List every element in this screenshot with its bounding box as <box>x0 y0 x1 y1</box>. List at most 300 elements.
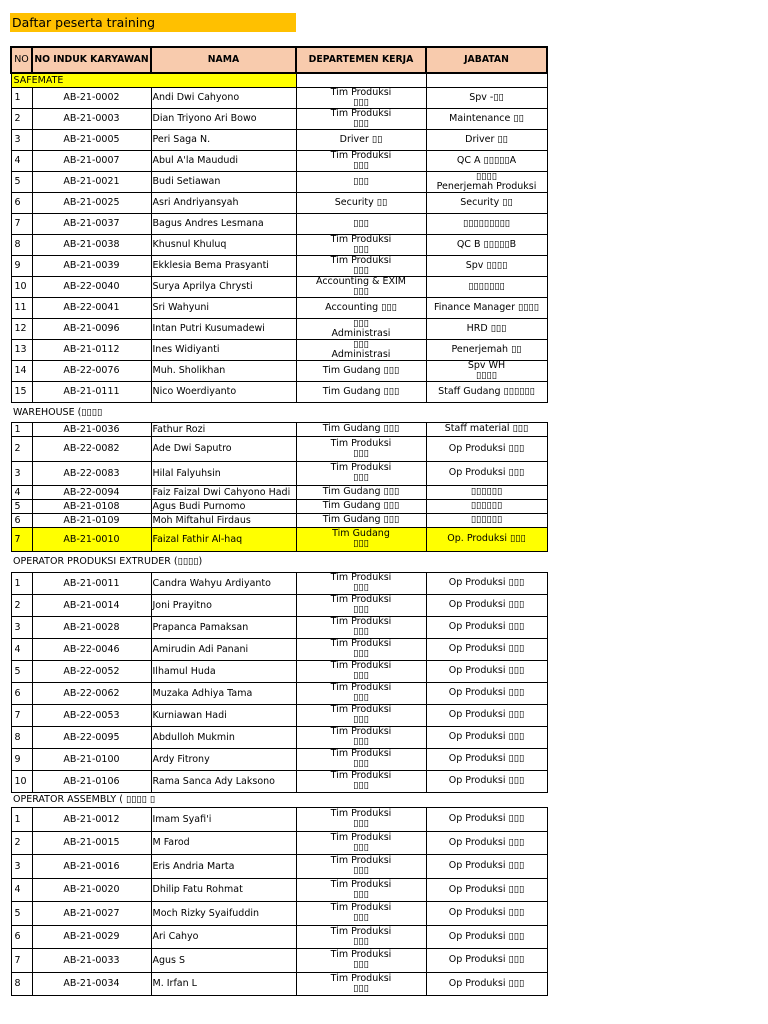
cell-departemen[interactable] <box>296 422 426 436</box>
table-row <box>11 948 547 972</box>
cell-employee-id[interactable]: AB-22-0046 <box>32 638 151 660</box>
cell-employee-id[interactable]: AB-21-0021 <box>32 171 151 192</box>
cell-no[interactable]: 8 <box>11 234 32 255</box>
cell-nama[interactable]: Candra Wahyu Ardiyanto <box>151 572 296 594</box>
cell-nama[interactable]: Prapanca Pamaksan <box>151 616 296 638</box>
cell-jabatan-line: Op Produksi ▯▯▯ <box>448 977 525 989</box>
cell-no[interactable]: 10 <box>11 770 32 792</box>
cell-nama[interactable]: Rama Sanca Ady Laksono <box>151 770 296 792</box>
cell-jabatan-line: Op Produksi ▯▯▯ <box>448 907 525 918</box>
cell-no[interactable]: 2 <box>11 594 32 616</box>
cell-employee-id[interactable]: AB-21-0027 <box>32 901 151 925</box>
table-row <box>11 925 547 948</box>
cell-departemen-line: ▯▯▯ <box>353 648 369 659</box>
cell-departemen-line: ▯▯▯ <box>353 736 369 747</box>
cell-departemen[interactable] <box>296 594 426 616</box>
cell-jabatan-line: Op Produksi ▯▯▯ <box>448 577 525 588</box>
cell-nama[interactable]: M. Irfan L <box>151 972 296 995</box>
cell-no[interactable]: 15 <box>11 381 32 402</box>
cell-jabatan-line: Op Produksi ▯▯▯ <box>448 709 525 720</box>
cell-departemen[interactable] <box>296 726 426 748</box>
cell-no[interactable]: 2 <box>11 108 32 129</box>
cell-no[interactable]: 12 <box>11 318 32 339</box>
cell-departemen[interactable] <box>296 878 426 901</box>
cell-no[interactable]: 1 <box>11 807 32 831</box>
cell-no[interactable]: 6 <box>11 192 32 213</box>
cell-employee-id[interactable]: AB-22-0076 <box>32 360 151 381</box>
cell-employee-id[interactable]: AB-21-0106 <box>32 770 151 792</box>
cell-jabatan[interactable] <box>426 129 547 150</box>
cell-employee-id[interactable]: AB-21-0029 <box>32 925 151 948</box>
table-row <box>11 499 547 513</box>
table-row <box>11 901 547 925</box>
cell-jabatan-line: Spv -▯▯ <box>469 91 504 103</box>
cell-employee-id[interactable]: AB-22-0053 <box>32 704 151 726</box>
cell-departemen-line: Accounting ▯▯▯ <box>325 301 397 313</box>
cell-departemen[interactable] <box>296 87 426 108</box>
cell-jabatan-line: ▯▯▯▯ <box>476 369 497 381</box>
header-row <box>11 47 547 73</box>
cell-jabatan[interactable] <box>426 150 547 171</box>
cell-departemen[interactable] <box>296 925 426 948</box>
cell-no[interactable]: 7 <box>11 527 32 551</box>
cell-nama[interactable]: Moh Miftahul Firdaus <box>151 513 296 527</box>
cell-no[interactable]: 6 <box>11 682 32 704</box>
cell-no[interactable]: 2 <box>11 831 32 854</box>
empty-cell[interactable] <box>426 73 547 87</box>
table-row <box>11 831 547 854</box>
cell-jabatan[interactable] <box>426 854 547 878</box>
cell-departemen[interactable] <box>296 485 426 499</box>
cell-departemen-line: ▯▯▯ <box>353 912 369 923</box>
cell-departemen[interactable] <box>296 108 426 129</box>
cell-departemen[interactable] <box>296 972 426 995</box>
cell-departemen-line: ▯▯▯ <box>353 865 369 876</box>
cell-no[interactable]: 5 <box>11 660 32 682</box>
cell-no[interactable]: 3 <box>11 854 32 878</box>
cell-jabatan-line: Op Produksi ▯▯▯ <box>448 731 525 742</box>
cell-departemen-line: ▯▯▯ <box>353 758 369 769</box>
table-row <box>11 854 547 878</box>
cell-nama[interactable]: Budi Setiawan <box>151 171 296 192</box>
cell-jabatan[interactable] <box>426 594 547 616</box>
cell-nama[interactable]: Muzaka Adhiya Tama <box>151 682 296 704</box>
table-row <box>11 276 547 297</box>
cell-departemen[interactable] <box>296 318 426 339</box>
cell-employee-id[interactable]: AB-21-0011 <box>32 572 151 594</box>
cell-departemen-line: ▯▯▯ <box>353 538 369 549</box>
cell-jabatan[interactable] <box>426 901 547 925</box>
table-row <box>11 513 547 527</box>
cell-jabatan[interactable] <box>426 638 547 660</box>
cell-nama[interactable]: Ekklesia Bema Prasyanti <box>151 255 296 276</box>
cell-departemen[interactable] <box>296 513 426 527</box>
cell-departemen-line: ▯▯▯ <box>353 818 369 829</box>
cell-nama[interactable]: Asri Andriyansyah <box>151 192 296 213</box>
cell-departemen[interactable] <box>296 234 426 255</box>
cell-nama[interactable]: Bagus Andres Lesmana <box>151 213 296 234</box>
cell-no[interactable]: 7 <box>11 213 32 234</box>
cell-departemen[interactable] <box>296 638 426 660</box>
section-label: SAFEMATE <box>11 73 296 87</box>
cell-no[interactable]: 9 <box>11 748 32 770</box>
cell-jabatan[interactable] <box>426 339 547 360</box>
cell-employee-id[interactable]: AB-21-0003 <box>32 108 151 129</box>
cell-employee-id[interactable]: AB-22-0083 <box>32 461 151 485</box>
cell-no[interactable]: 1 <box>11 87 32 108</box>
cell-jabatan[interactable] <box>426 807 547 831</box>
cell-employee-id[interactable]: AB-21-0014 <box>32 594 151 616</box>
cell-jabatan-line: ▯▯▯▯ <box>476 171 497 182</box>
cell-departemen-line: Tim Produksi <box>330 902 392 913</box>
cell-departemen-line: Tim Produksi <box>330 808 392 819</box>
table-row <box>11 704 547 726</box>
cell-employee-id[interactable]: AB-21-0015 <box>32 831 151 854</box>
cell-jabatan[interactable] <box>426 972 547 995</box>
cell-employee-id[interactable]: AB-21-0034 <box>32 972 151 995</box>
cell-nama[interactable]: Dhilip Fatu Rohmat <box>151 878 296 901</box>
cell-employee-id[interactable]: AB-21-0010 <box>32 527 151 551</box>
cell-no[interactable]: 4 <box>11 485 32 499</box>
cell-departemen-line: Tim Produksi <box>330 594 392 605</box>
cell-employee-id[interactable]: AB-21-0039 <box>32 255 151 276</box>
cell-nama[interactable]: Intan Putri Kusumadewi <box>151 318 296 339</box>
cell-no[interactable]: 8 <box>11 726 32 748</box>
cell-departemen[interactable] <box>296 854 426 878</box>
cell-jabatan[interactable] <box>426 87 547 108</box>
cell-no[interactable]: 4 <box>11 638 32 660</box>
cell-jabatan[interactable] <box>426 461 547 485</box>
cell-jabatan[interactable] <box>426 527 547 551</box>
cell-departemen[interactable] <box>296 129 426 150</box>
cell-jabatan[interactable] <box>426 213 547 234</box>
table-row <box>11 878 547 901</box>
cell-departemen[interactable] <box>296 499 426 513</box>
cell-jabatan[interactable] <box>426 297 547 318</box>
cell-nama[interactable]: Ilhamul Huda <box>151 660 296 682</box>
cell-jabatan[interactable] <box>426 513 547 527</box>
cell-departemen-line: Tim Gudang ▯▯▯ <box>322 364 400 376</box>
cell-departemen-line: Driver ▯▯ <box>339 133 383 145</box>
cell-jabatan[interactable] <box>426 499 547 513</box>
cell-departemen-line: ▯▯▯ <box>353 217 369 229</box>
cell-departemen-line: ▯▯▯ <box>353 692 369 703</box>
cell-jabatan[interactable] <box>426 381 547 402</box>
cell-jabatan[interactable] <box>426 878 547 901</box>
cell-employee-id[interactable]: AB-22-0041 <box>32 297 151 318</box>
cell-nama[interactable]: Agus Budi Purnomo <box>151 499 296 513</box>
cell-jabatan-line: Op Produksi ▯▯▯ <box>448 467 525 478</box>
cell-departemen[interactable] <box>296 948 426 972</box>
header-no[interactable]: NO <box>11 47 32 73</box>
cell-departemen-line: Tim Produksi <box>330 234 392 245</box>
cell-departemen[interactable] <box>296 381 426 402</box>
cell-jabatan[interactable] <box>426 360 547 381</box>
cell-employee-id[interactable]: AB-22-0062 <box>32 682 151 704</box>
cell-no[interactable]: 6 <box>11 925 32 948</box>
cell-departemen-line: Tim Produksi <box>330 616 392 627</box>
cell-departemen-line: ▯▯▯ <box>353 841 369 853</box>
cell-nama[interactable]: Moch Rizky Syaifuddin <box>151 901 296 925</box>
cell-nama[interactable]: Ade Dwi Saputro <box>151 436 296 461</box>
cell-no[interactable]: 1 <box>11 572 32 594</box>
cell-jabatan[interactable] <box>426 108 547 129</box>
cell-jabatan-line: QC A ▯▯▯▯▯A <box>456 154 517 166</box>
cell-nama[interactable]: Eris Andria Marta <box>151 854 296 878</box>
table-row <box>11 234 547 255</box>
cell-departemen-line: Security ▯▯ <box>334 196 388 208</box>
cell-nama[interactable]: Nico Woerdiyanto <box>151 381 296 402</box>
cell-nama[interactable]: Kurniawan Hadi <box>151 704 296 726</box>
cell-departemen-line: Tim Produksi <box>330 949 392 960</box>
cell-employee-id[interactable]: AB-21-0108 <box>32 499 151 513</box>
cell-jabatan[interactable] <box>426 726 547 748</box>
cell-jabatan[interactable] <box>426 436 547 461</box>
cell-jabatan[interactable] <box>426 192 547 213</box>
cell-departemen-line: ▯▯▯ <box>353 582 369 593</box>
cell-departemen[interactable] <box>296 461 426 485</box>
cell-employee-id[interactable]: AB-21-0012 <box>32 807 151 831</box>
cell-jabatan[interactable] <box>426 770 547 792</box>
cell-no[interactable]: 9 <box>11 255 32 276</box>
cell-nama[interactable]: Faiz Faizal Dwi Cahyono Hadi <box>151 485 296 499</box>
cell-departemen[interactable] <box>296 748 426 770</box>
section-row <box>11 551 547 572</box>
cell-departemen-line: Tim Gudang ▯▯▯ <box>322 500 400 511</box>
cell-nama[interactable]: Sri Wahyuni <box>151 297 296 318</box>
cell-jabatan[interactable] <box>426 572 547 594</box>
cell-no[interactable]: 7 <box>11 948 32 972</box>
cell-employee-id[interactable]: AB-21-0025 <box>32 192 151 213</box>
sheet-title: Daftar peserta training <box>10 13 296 32</box>
cell-jabatan[interactable] <box>426 485 547 499</box>
cell-no[interactable]: 14 <box>11 360 32 381</box>
cell-departemen-line: ▯▯▯ <box>353 888 369 900</box>
cell-nama[interactable]: Ardy Fitrony <box>151 748 296 770</box>
cell-nama[interactable]: Faizal Fathir Al-haq <box>151 527 296 551</box>
section-row <box>11 792 547 807</box>
cell-jabatan-line: Op Produksi ▯▯▯ <box>448 813 525 824</box>
cell-departemen[interactable] <box>296 527 426 551</box>
cell-employee-id[interactable]: AB-22-0052 <box>32 660 151 682</box>
cell-jabatan[interactable] <box>426 318 547 339</box>
cell-nama[interactable]: Amirudin Adi Panani <box>151 638 296 660</box>
cell-departemen[interactable] <box>296 660 426 682</box>
table-row <box>11 129 547 150</box>
table-row <box>11 594 547 616</box>
cell-departemen[interactable] <box>296 831 426 854</box>
cell-departemen[interactable] <box>296 770 426 792</box>
section-label: OPERATOR PRODUKSI EXTRUDER (▯▯▯▯) <box>13 556 203 567</box>
cell-employee-id[interactable]: AB-21-0020 <box>32 878 151 901</box>
cell-departemen-line: Tim Produksi <box>330 660 392 671</box>
cell-employee-id[interactable]: AB-21-0096 <box>32 318 151 339</box>
header-dept[interactable]: DEPARTEMEN KERJA <box>296 47 426 73</box>
cell-departemen[interactable] <box>296 213 426 234</box>
cell-no[interactable]: 7 <box>11 704 32 726</box>
cell-departemen-line: Tim Gudang ▯▯▯ <box>322 423 400 434</box>
cell-nama[interactable]: Ines Widiyanti <box>151 339 296 360</box>
cell-employee-id[interactable]: AB-21-0037 <box>32 213 151 234</box>
cell-departemen-line: ▯▯▯ <box>353 339 369 350</box>
cell-departemen-line: ▯▯▯ <box>353 472 369 483</box>
cell-departemen-line: Tim Produksi <box>330 462 392 473</box>
table-row <box>11 485 547 499</box>
cell-nama[interactable]: Khusnul Khuluq <box>151 234 296 255</box>
cell-nama[interactable]: Joni Prayitno <box>151 594 296 616</box>
cell-nama[interactable]: Muh. Sholikhan <box>151 360 296 381</box>
header-id[interactable]: NO INDUK KARYAWAN <box>32 47 151 73</box>
cell-jabatan[interactable] <box>426 748 547 770</box>
cell-departemen[interactable] <box>296 436 426 461</box>
cell-employee-id[interactable]: AB-21-0036 <box>32 422 151 436</box>
cell-jabatan[interactable] <box>426 948 547 972</box>
cell-departemen-line: ▯▯▯ <box>353 982 369 994</box>
cell-no[interactable]: 4 <box>11 878 32 901</box>
cell-nama[interactable]: Imam Syafi'i <box>151 807 296 831</box>
cell-nama[interactable]: Ari Cahyo <box>151 925 296 948</box>
cell-departemen-line: ▯▯▯ <box>353 159 369 171</box>
cell-no[interactable]: 6 <box>11 513 32 527</box>
cell-departemen[interactable] <box>296 255 426 276</box>
cell-employee-id[interactable]: AB-21-0100 <box>32 748 151 770</box>
cell-departemen-line: Tim Produksi <box>330 255 392 266</box>
cell-jabatan[interactable] <box>426 171 547 192</box>
cell-departemen[interactable] <box>296 704 426 726</box>
cell-employee-id[interactable]: AB-21-0028 <box>32 616 151 638</box>
cell-employee-id[interactable]: AB-21-0033 <box>32 948 151 972</box>
table-row <box>11 726 547 748</box>
cell-employee-id[interactable]: AB-21-0002 <box>32 87 151 108</box>
cell-no[interactable]: 13 <box>11 339 32 360</box>
cell-no[interactable]: 3 <box>11 129 32 150</box>
section-label: OPERATOR ASSEMBLY ( ▯▯▯▯ ▯ <box>13 794 156 805</box>
table-row <box>11 572 547 594</box>
cell-jabatan-line: ▯▯▯▯▯▯▯▯▯ <box>462 217 511 229</box>
cell-employee-id[interactable]: AB-21-0007 <box>32 150 151 171</box>
section-row <box>11 402 547 422</box>
cell-no[interactable]: 5 <box>11 171 32 192</box>
cell-no[interactable]: 3 <box>11 616 32 638</box>
table-row <box>11 318 547 339</box>
cell-departemen-line: ▯▯▯ <box>353 285 369 297</box>
cell-departemen[interactable] <box>296 171 426 192</box>
cell-jabatan[interactable] <box>426 682 547 704</box>
cell-departemen-line: Tim Produksi <box>330 770 392 781</box>
cell-jabatan-line: Op Produksi ▯▯▯ <box>448 599 525 610</box>
cell-departemen[interactable] <box>296 276 426 297</box>
cell-nama[interactable]: Fathur Rozi <box>151 422 296 436</box>
cell-jabatan-line: Op Produksi ▯▯▯ <box>448 442 525 454</box>
cell-departemen[interactable] <box>296 192 426 213</box>
cell-departemen[interactable] <box>296 901 426 925</box>
header-nama[interactable]: NAMA <box>151 47 296 73</box>
cell-no[interactable]: 4 <box>11 150 32 171</box>
cell-nama[interactable]: Surya Aprilya Chrysti <box>151 276 296 297</box>
cell-departemen[interactable] <box>296 572 426 594</box>
cell-departemen[interactable] <box>296 339 426 360</box>
cell-departemen-line: Tim Produksi <box>330 925 392 937</box>
cell-departemen-line: Tim Produksi <box>330 150 392 161</box>
cell-nama[interactable]: M Farod <box>151 831 296 854</box>
cell-jabatan-line: Security ▯▯ <box>460 196 513 208</box>
cell-employee-id[interactable]: AB-22-0095 <box>32 726 151 748</box>
cell-employee-id[interactable]: AB-22-0040 <box>32 276 151 297</box>
cell-jabatan[interactable] <box>426 234 547 255</box>
cell-employee-id[interactable]: AB-21-0109 <box>32 513 151 527</box>
cell-jabatan[interactable] <box>426 422 547 436</box>
cell-no[interactable]: 8 <box>11 972 32 995</box>
cell-jabatan[interactable] <box>426 255 547 276</box>
cell-departemen-line: ▯▯▯ <box>353 175 369 187</box>
cell-jabatan[interactable] <box>426 925 547 948</box>
cell-employee-id[interactable]: AB-21-0111 <box>32 381 151 402</box>
cell-jabatan-line: Staff Gudang ▯▯▯▯▯▯ <box>438 385 535 397</box>
table-row <box>11 660 547 682</box>
cell-nama[interactable]: Abul A'la Maududi <box>151 150 296 171</box>
table-row <box>11 213 547 234</box>
cell-employee-id[interactable]: AB-21-0112 <box>32 339 151 360</box>
cell-jabatan[interactable] <box>426 276 547 297</box>
cell-no[interactable]: 11 <box>11 297 32 318</box>
cell-nama[interactable]: Andi Dwi Cahyono <box>151 87 296 108</box>
cell-nama[interactable]: Hilal Falyuhsin <box>151 461 296 485</box>
cell-no[interactable]: 5 <box>11 499 32 513</box>
cell-departemen[interactable] <box>296 360 426 381</box>
cell-nama[interactable]: Abdulloh Mukmin <box>151 726 296 748</box>
cell-employee-id[interactable]: AB-21-0016 <box>32 854 151 878</box>
empty-cell[interactable] <box>296 73 426 87</box>
cell-departemen-line: Tim Produksi <box>330 855 392 866</box>
header-jabatan[interactable]: JABATAN <box>426 47 547 73</box>
table-row <box>11 972 547 995</box>
cell-jabatan[interactable] <box>426 616 547 638</box>
cell-jabatan[interactable] <box>426 704 547 726</box>
cell-no[interactable]: 2 <box>11 436 32 461</box>
cell-nama[interactable]: Dian Triyono Ari Bowo <box>151 108 296 129</box>
table-row <box>11 682 547 704</box>
cell-departemen-line: ▯▯▯ <box>353 626 369 637</box>
cell-no[interactable]: 3 <box>11 461 32 485</box>
cell-employee-id[interactable]: AB-22-0082 <box>32 436 151 461</box>
cell-jabatan-line: Penerjemah Produksi <box>436 180 537 192</box>
cell-jabatan[interactable] <box>426 831 547 854</box>
cell-jabatan-line: ▯▯▯▯▯▯ <box>470 514 503 525</box>
cell-departemen[interactable] <box>296 150 426 171</box>
cell-no[interactable]: 10 <box>11 276 32 297</box>
cell-departemen[interactable] <box>296 807 426 831</box>
cell-employee-id[interactable]: AB-21-0005 <box>32 129 151 150</box>
cell-departemen-line: Tim Produksi <box>330 748 392 759</box>
cell-nama[interactable]: Peri Saga N. <box>151 129 296 150</box>
cell-departemen-line: Tim Produksi <box>330 878 392 890</box>
cell-employee-id[interactable]: AB-22-0094 <box>32 485 151 499</box>
cell-departemen[interactable] <box>296 297 426 318</box>
table-row <box>11 171 547 192</box>
cell-employee-id[interactable]: AB-21-0038 <box>32 234 151 255</box>
cell-departemen-line: Tim Produksi <box>330 726 392 737</box>
cell-no[interactable]: 5 <box>11 901 32 925</box>
cell-jabatan-line: Op Produksi ▯▯▯ <box>448 883 525 895</box>
cell-jabatan[interactable] <box>426 660 547 682</box>
cell-departemen-line: Tim Gudang <box>332 528 390 539</box>
cell-nama[interactable]: Agus S <box>151 948 296 972</box>
cell-no[interactable]: 1 <box>11 422 32 436</box>
cell-departemen-line: Tim Produksi <box>330 831 392 843</box>
cell-departemen[interactable] <box>296 616 426 638</box>
table-row <box>11 339 547 360</box>
cell-departemen[interactable] <box>296 682 426 704</box>
